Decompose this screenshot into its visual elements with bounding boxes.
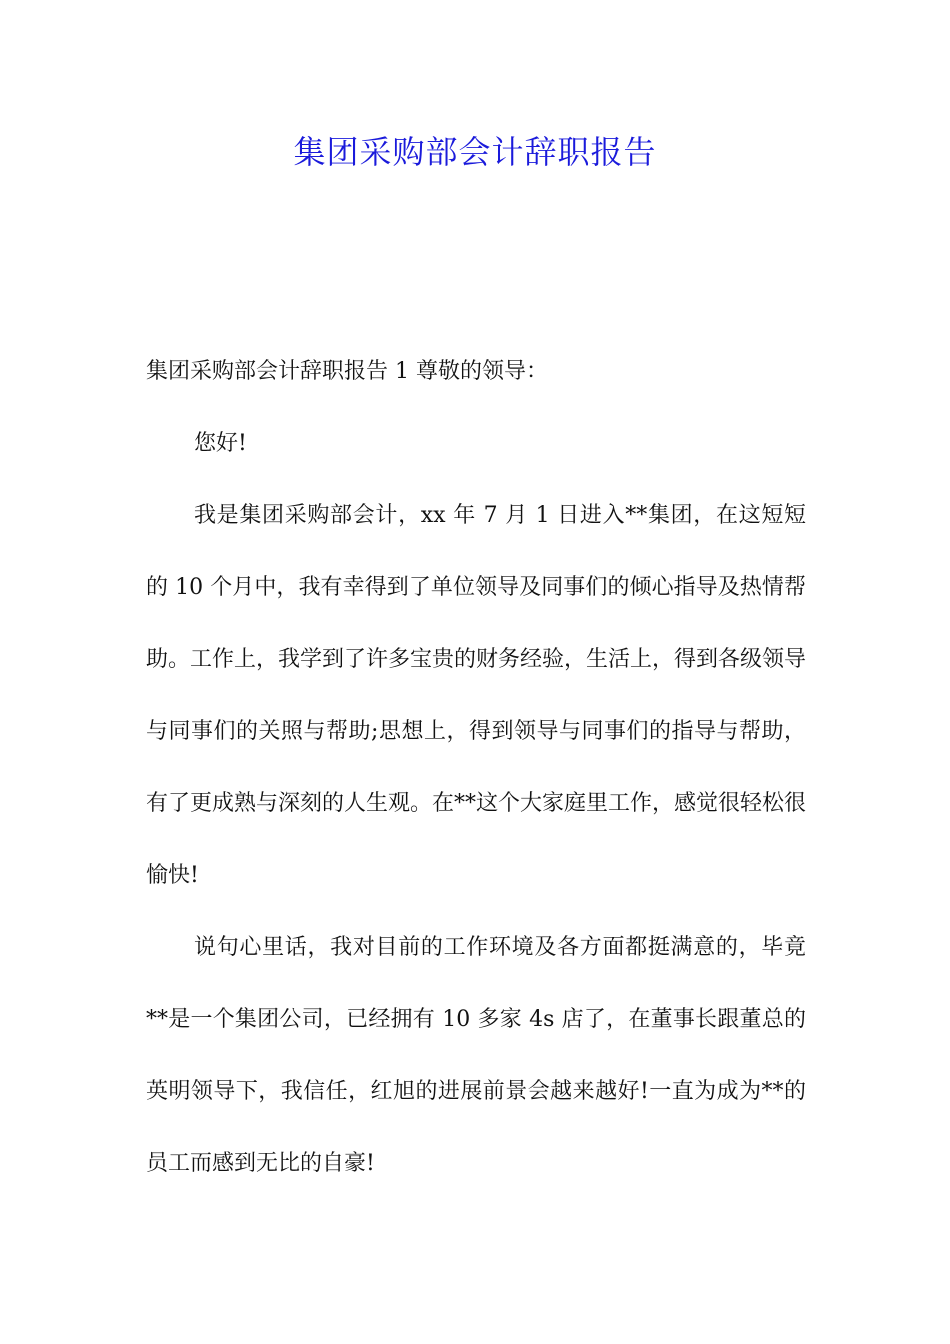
document-body <box>146 336 806 1200</box>
paragraph-salutation: 集团采购部会计辞职报告 1 尊敬的领导： <box>146 359 548 384</box>
document-title: 集团采购部会计辞职报告 <box>293 133 657 171</box>
paragraph-satisfaction: 说句心里话，我对目前的工作环境及各方面都挺满意的，毕竟**是一个集团公司，已经拥有 10 多家 4s 店了，在董事长跟董总的英明领导下，我信任，红旭的进展前景会越来越好!一直为成为**的员工而感到无比的自豪! <box>146 935 806 1176</box>
paragraph-greeting: 您好! <box>194 431 247 456</box>
paragraph-introduction: 我是集团采购部会计，xx 年 7 月 1 日进入**集团，在这短短的 10 个月中，我有幸得到了单位领导及同事们的倾心指导及热情帮助。工作上，我学到了许多宝贵的财务经验，生活上，得到各级领导与同事们的关照与帮助;思想上，得到领导与同事们的指导与帮助，有了更成熟与深刻的人生观。在**这个大家庭里工作，感觉很轻松很愉快! <box>146 503 807 888</box>
